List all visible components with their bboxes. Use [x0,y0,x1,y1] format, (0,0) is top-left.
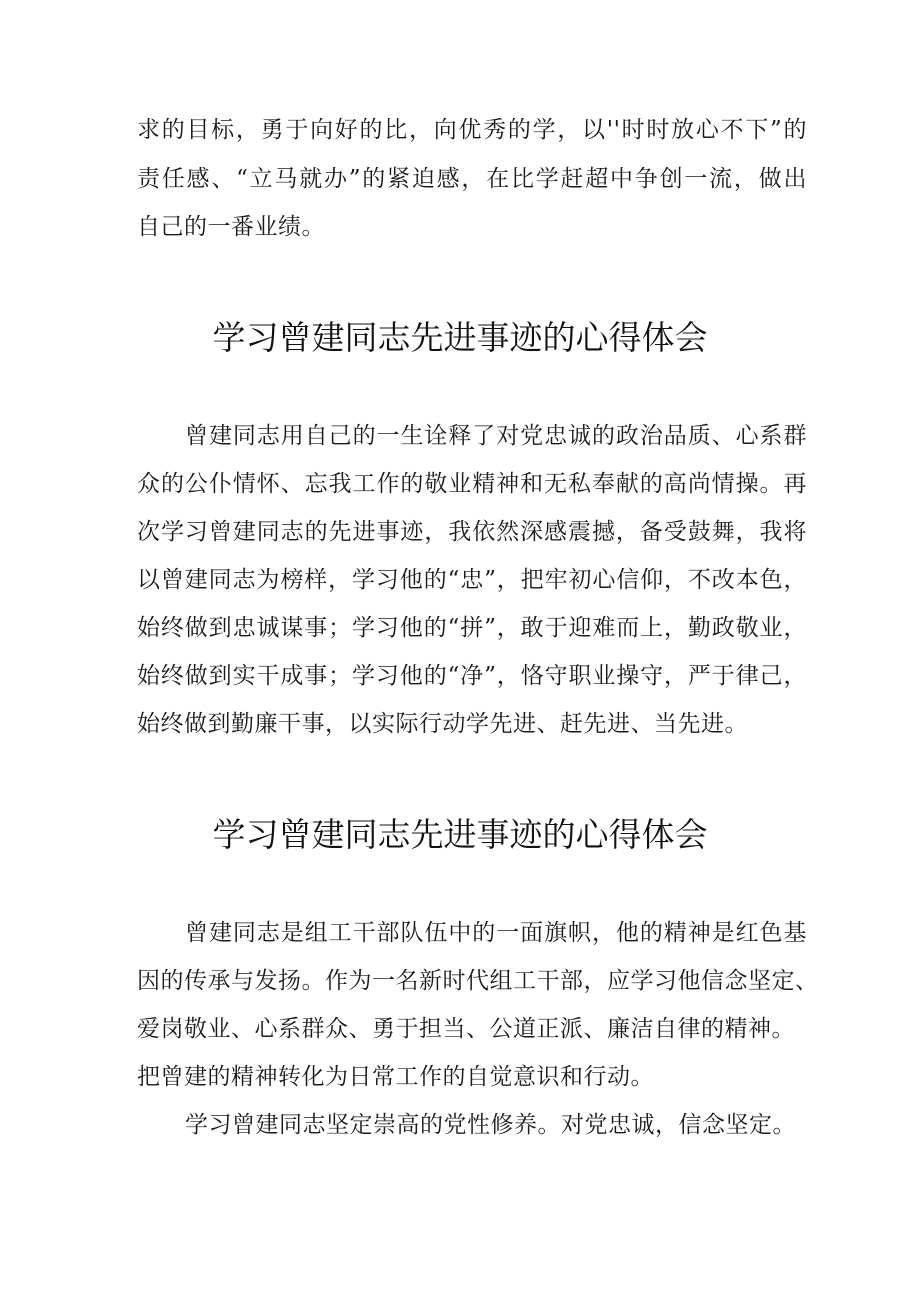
section-heading: 学习曾建同志先进事迹的心得体会 [212,815,708,854]
paragraph-line: 曾建同志是组工干部队伍中的一面旗帜，他的精神是红色基 [185,920,807,946]
paragraph-line: 把曾建的精神转化为日常工作的自觉意识和行动。 [137,1064,654,1090]
paragraph-line: 责任感、“立马就办”的紧迫感，在比学赶超中争创一流，做出 [137,166,807,192]
paragraph-line: 众的公仆情怀、忘我工作的敬业精神和无私奉献的高尚情操。再 [137,471,807,497]
paragraph-line: 次学习曾建同志的先进事迹，我依然深感震撼，备受鼓舞，我将 [137,519,807,545]
paragraph-line: 因的传承与发扬。作为一名新时代组工干部，应学习他信念坚定、 [137,968,819,994]
paragraph-line: 求的目标，勇于向好的比，向优秀的学，以''时时放心不下”的 [137,117,807,143]
paragraph-line: 始终做到忠诚谋事；学习他的“拼”，敢于迎难而上，勤政敬业， [137,615,807,641]
paragraph-line: 始终做到勤廉干事，以实际行动学先进、赶先进、当先进。 [137,711,748,737]
paragraph-line: 曾建同志用自己的一生诠释了对党忠诚的政治品质、心系群 [185,423,807,449]
paragraph-line: 自己的一番业绩。 [137,214,325,240]
paragraph-line: 爱岗敬业、心系群众、勇于担当、公道正派、廉洁自律的精神。 [137,1016,795,1042]
paragraph-line: 学习曾建同志坚定崇高的党性修养。对党忠诚，信念坚定。 [185,1112,796,1138]
section-heading: 学习曾建同志先进事迹的心得体会 [212,318,708,357]
paragraph-line: 始终做到实干成事；学习他的“净”，恪守职业操守，严于律己， [137,663,807,689]
paragraph-line: 以曾建同志为榜样，学习他的“忠”，把牢初心信仰，不改本色， [137,567,807,593]
